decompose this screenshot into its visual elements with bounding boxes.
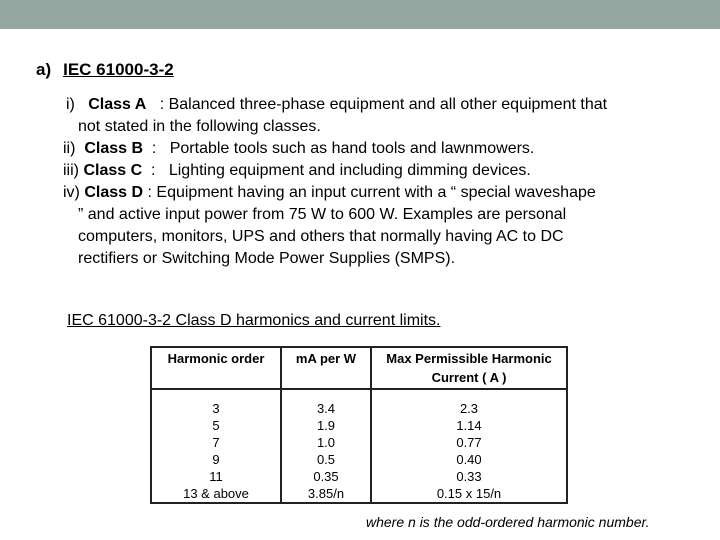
table-header-row — [151, 347, 567, 389]
cell-ma-per-w: 1.9 — [281, 417, 371, 434]
harmonics-table — [150, 346, 568, 504]
item-sep: : — [151, 162, 156, 179]
list-item-class-a — [66, 94, 696, 138]
top-banner — [0, 0, 720, 29]
cell-ma-per-w: 3.85/n — [281, 485, 371, 503]
cell-ma-per-w: 1.0 — [281, 434, 371, 451]
class-list — [63, 94, 696, 270]
cell-max-current: 2.3 — [371, 389, 567, 417]
item-text: Balanced three-phase equipment and all other equipment that — [168, 96, 608, 113]
item-class: Class A — [88, 96, 147, 113]
heading-title: IEC 61000-3-2 — [63, 60, 174, 79]
item-text-cont: ” and active input power from 75 W to 600 W. Examples are personal — [78, 206, 567, 223]
cell-max-current: 0.40 — [371, 451, 567, 468]
table-row — [151, 434, 567, 451]
item-number: ii) — [63, 140, 76, 157]
table-row — [151, 451, 567, 468]
item-class: Class C — [83, 162, 143, 179]
table-row — [151, 417, 567, 434]
item-text-cont: rectifiers or Switching Mode Power Supplies (SMPS). — [78, 250, 456, 267]
item-text: Equipment having an input current with a “ special waveshape — [156, 184, 596, 201]
cell-max-current: 1.14 — [371, 417, 567, 434]
list-item-class-c — [63, 160, 696, 182]
footnote: where n is the odd-ordered harmonic number. — [366, 514, 650, 530]
list-item-class-b — [63, 138, 696, 160]
cell-order: 13 & above — [151, 485, 281, 503]
table-row — [151, 468, 567, 485]
cell-order: 9 — [151, 451, 281, 468]
table-row — [151, 389, 567, 417]
item-sep: : — [151, 140, 157, 157]
item-class: Class B — [84, 140, 144, 157]
item-sep: : — [147, 184, 152, 201]
item-class: Class D — [84, 184, 144, 201]
cell-max-current: 0.15 x 15/n — [371, 485, 567, 503]
item-text-cont: not stated in the following classes. — [78, 118, 321, 135]
item-number: iii) — [63, 162, 79, 179]
heading-marker: a) — [36, 60, 52, 79]
item-text-cont: computers, monitors, UPS and others that normally having AC to DC — [78, 228, 564, 245]
cell-ma-per-w: 3.4 — [281, 389, 371, 417]
table-row — [151, 485, 567, 503]
col-header-harmonic-order: Harmonic order — [151, 347, 281, 389]
item-text: Lighting equipment and including dimming devices. — [168, 162, 531, 179]
cell-order: 5 — [151, 417, 281, 434]
cell-order: 11 — [151, 468, 281, 485]
cell-ma-per-w: 0.35 — [281, 468, 371, 485]
list-item-class-d — [63, 182, 696, 270]
section-heading — [36, 60, 174, 80]
cell-ma-per-w: 0.5 — [281, 451, 371, 468]
item-number: i) — [66, 96, 75, 113]
cell-order: 7 — [151, 434, 281, 451]
cell-max-current: 0.77 — [371, 434, 567, 451]
cell-order: 3 — [151, 389, 281, 417]
table-caption: IEC 61000-3-2 Class D harmonics and current limits. — [67, 312, 441, 329]
col-header-ma-per-w: mA per W — [281, 347, 371, 389]
col-header-max-current: Max Permissible Harmonic Current ( A ) — [371, 347, 567, 389]
item-number: iv) — [63, 184, 80, 201]
item-sep: : — [159, 96, 165, 113]
cell-max-current: 0.33 — [371, 468, 567, 485]
item-text: Portable tools such as hand tools and lawnmowers. — [169, 140, 535, 157]
